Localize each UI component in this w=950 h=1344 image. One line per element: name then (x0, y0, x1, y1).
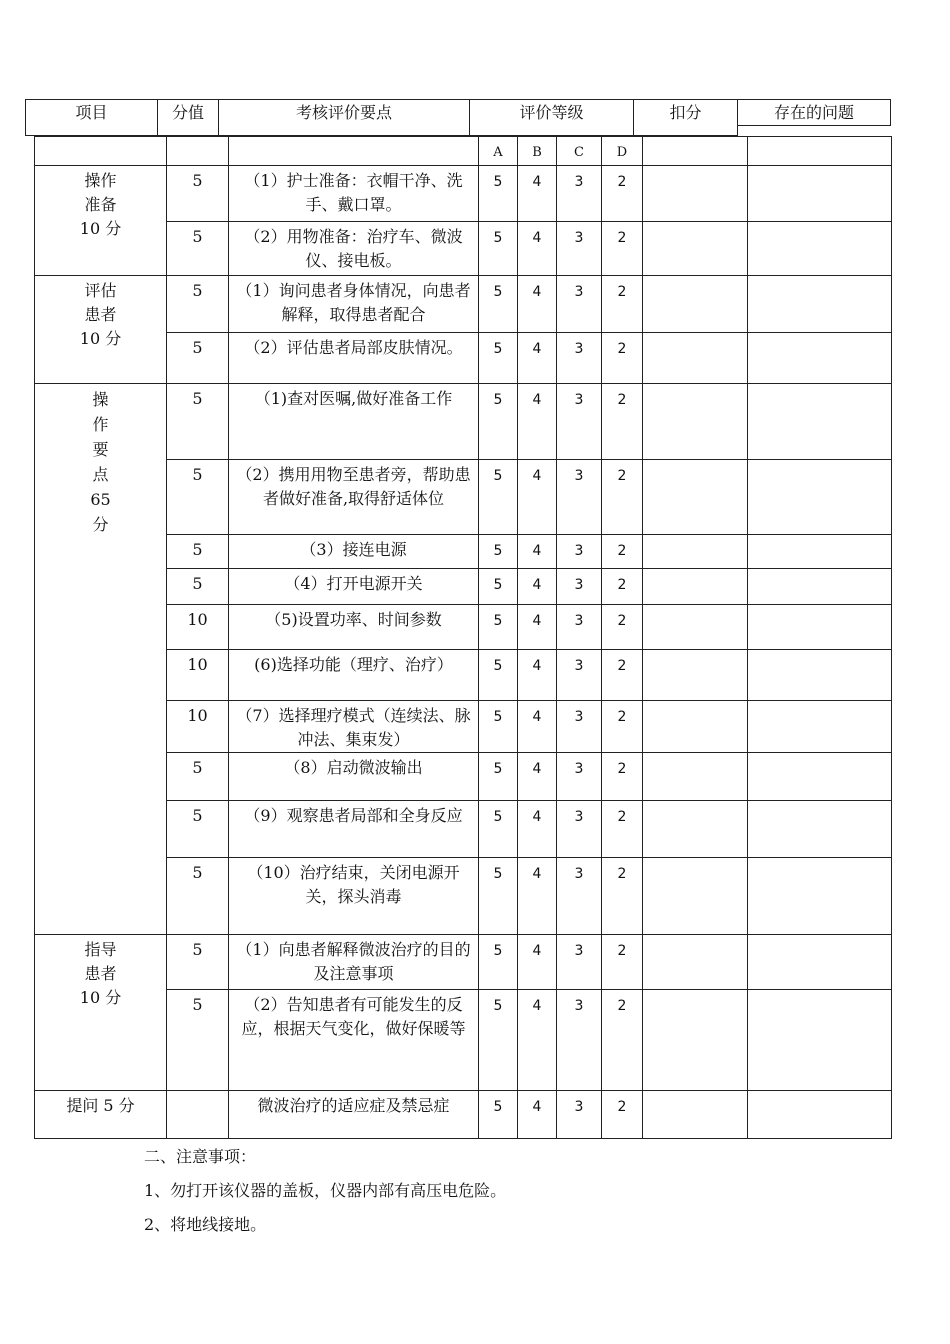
problems-cell (748, 276, 892, 333)
row-score: 5 (167, 569, 229, 605)
grade-value: 3 (557, 333, 602, 384)
grade-value: 5 (479, 990, 518, 1091)
grade-value: 2 (602, 605, 643, 650)
note-item: 1、勿打开该仪器的盖板，仪器内部有高压电危险。 (144, 1181, 507, 1200)
grade-value: 2 (602, 569, 643, 605)
problems-cell (748, 569, 892, 605)
grade-value: 2 (602, 801, 643, 858)
blank-cell (35, 137, 167, 166)
header-item: 项目 (25, 99, 158, 136)
grade-value: 4 (518, 990, 557, 1091)
grade-value: 5 (479, 222, 518, 276)
blank-cell (167, 137, 229, 166)
grade-value: 5 (479, 535, 518, 569)
row-criterion: （2）携用用物至患者旁，帮助患者做好准备,取得舒适体位 (229, 460, 479, 535)
header-problems: 存在的问题 (737, 99, 891, 126)
grade-value: 5 (479, 460, 518, 535)
grade-value: 4 (518, 222, 557, 276)
grade-value: 3 (557, 222, 602, 276)
deduct-cell (643, 569, 748, 605)
row-score: 5 (167, 990, 229, 1091)
header-points: 考核评价要点 (218, 99, 470, 136)
grade-value: 5 (479, 569, 518, 605)
grade-value: 2 (602, 701, 643, 753)
grade-value: 2 (602, 858, 643, 935)
grade-value: 5 (479, 1091, 518, 1139)
grade-value: 2 (602, 753, 643, 801)
notes-heading: 二、注意事项： (144, 1147, 257, 1166)
problems-cell (748, 166, 892, 222)
row-criterion: （8）启动微波输出 (229, 753, 479, 801)
row-score: 5 (167, 858, 229, 935)
row-criterion: （1)查对医嘱,做好准备工作 (229, 384, 479, 460)
grade-value: 3 (557, 384, 602, 460)
row-score: 5 (167, 166, 229, 222)
section-title: 操 作 要 点 65 分 (35, 384, 167, 935)
grade-letter: A (479, 137, 518, 166)
problems-cell (748, 858, 892, 935)
grade-value: 5 (479, 384, 518, 460)
grade-value: 2 (602, 1091, 643, 1139)
row-criterion: （7）选择理疗模式（连续法、脉冲法、集束发） (229, 701, 479, 753)
row-score: 5 (167, 276, 229, 333)
problems-cell (748, 1091, 892, 1139)
row-score: 5 (167, 535, 229, 569)
grade-value: 5 (479, 166, 518, 222)
deduct-cell (643, 605, 748, 650)
row-criterion: （10）治疗结束，关闭电源开关，探头消毒 (229, 858, 479, 935)
grade-value: 2 (602, 166, 643, 222)
grade-value: 4 (518, 384, 557, 460)
header-score: 分值 (157, 99, 219, 136)
grade-value: 3 (557, 801, 602, 858)
grade-letter: B (518, 137, 557, 166)
grade-value: 3 (557, 166, 602, 222)
problems-cell (748, 801, 892, 858)
row-score: 5 (167, 384, 229, 460)
deduct-cell (643, 990, 748, 1091)
row-score: 5 (167, 222, 229, 276)
grade-value: 4 (518, 701, 557, 753)
row-score: 10 (167, 605, 229, 650)
deduct-cell (643, 222, 748, 276)
deduct-cell (643, 276, 748, 333)
grade-value: 4 (518, 801, 557, 858)
row-criterion: （1）询问患者身体情况，向患者解释，取得患者配合 (229, 276, 479, 333)
grade-value: 5 (479, 701, 518, 753)
row-criterion: （4）打开电源开关 (229, 569, 479, 605)
row-criterion: 微波治疗的适应症及禁忌症 (229, 1091, 479, 1139)
row-score: 5 (167, 333, 229, 384)
table-header (25, 99, 891, 136)
grade-value: 3 (557, 935, 602, 990)
grade-value: 4 (518, 935, 557, 990)
row-score: 5 (167, 935, 229, 990)
row-criterion: （2）告知患者有可能发生的反应，根据天气变化，做好保暖等 (229, 990, 479, 1091)
deduct-cell (643, 801, 748, 858)
problems-cell (748, 990, 892, 1091)
problems-cell (748, 460, 892, 535)
row-criterion: （2）评估患者局部皮肤情况。 (229, 333, 479, 384)
grade-value: 5 (479, 276, 518, 333)
grade-value: 3 (557, 460, 602, 535)
grade-value: 4 (518, 1091, 557, 1139)
problems-cell (748, 753, 892, 801)
grade-value: 2 (602, 384, 643, 460)
problems-cell (748, 650, 892, 701)
header-grade: 评价等级 (469, 99, 634, 136)
grade-letter: C (557, 137, 602, 166)
deduct-cell (643, 753, 748, 801)
grade-value: 3 (557, 276, 602, 333)
row-criterion: （9）观察患者局部和全身反应 (229, 801, 479, 858)
blank-cell (748, 137, 892, 166)
problems-cell (748, 384, 892, 460)
deduct-cell (643, 460, 748, 535)
row-criterion: （3）接连电源 (229, 535, 479, 569)
problems-cell (748, 935, 892, 990)
deduct-cell (643, 384, 748, 460)
grade-value: 4 (518, 333, 557, 384)
row-criterion: （1）向患者解释微波治疗的目的及注意事项 (229, 935, 479, 990)
grade-value: 2 (602, 333, 643, 384)
problems-cell (748, 535, 892, 569)
evaluation-table (34, 136, 892, 1139)
row-score: 5 (167, 753, 229, 801)
grade-letters-row (35, 137, 892, 166)
grade-value: 2 (602, 650, 643, 701)
grade-value: 4 (518, 605, 557, 650)
grade-value: 5 (479, 801, 518, 858)
blank-cell (229, 137, 479, 166)
grade-value: 4 (518, 650, 557, 701)
grade-value: 3 (557, 569, 602, 605)
grade-letter: D (602, 137, 643, 166)
section-title: 评估 患者 10 分 (35, 276, 167, 384)
section-title: 指导 患者 10 分 (35, 935, 167, 1091)
deduct-cell (643, 1091, 748, 1139)
deduct-cell (643, 166, 748, 222)
table-row (35, 1091, 892, 1139)
table-row (35, 166, 892, 222)
section-title: 操作 准备 10 分 (35, 166, 167, 276)
grade-value: 4 (518, 535, 557, 569)
grade-value: 5 (479, 333, 518, 384)
grade-value: 2 (602, 535, 643, 569)
grade-value: 5 (479, 605, 518, 650)
grade-value: 2 (602, 276, 643, 333)
blank-cell (643, 137, 748, 166)
row-score: 5 (167, 460, 229, 535)
grade-value: 5 (479, 935, 518, 990)
grade-value: 3 (557, 650, 602, 701)
deduct-cell (643, 701, 748, 753)
grade-value: 3 (557, 753, 602, 801)
deduct-cell (643, 935, 748, 990)
grade-value: 2 (602, 990, 643, 1091)
grade-value: 2 (602, 222, 643, 276)
row-criterion: （2）用物准备：治疗车、微波仪、接电板。 (229, 222, 479, 276)
grade-value: 3 (557, 858, 602, 935)
grade-value: 4 (518, 858, 557, 935)
row-criterion: （5)设置功率、时间参数 (229, 605, 479, 650)
table-row (35, 384, 892, 460)
deduct-cell (643, 650, 748, 701)
grade-value: 5 (479, 858, 518, 935)
grade-value: 3 (557, 1091, 602, 1139)
grade-value: 4 (518, 460, 557, 535)
problems-cell (748, 605, 892, 650)
grade-value: 3 (557, 701, 602, 753)
grade-value: 4 (518, 569, 557, 605)
grade-value: 3 (557, 990, 602, 1091)
row-score: 10 (167, 701, 229, 753)
row-score (167, 1091, 229, 1139)
header-deduct: 扣分 (633, 99, 738, 136)
deduct-cell (643, 858, 748, 935)
grade-value: 3 (557, 605, 602, 650)
row-criterion: (6)选择功能（理疗、治疗） (229, 650, 479, 701)
table-row (35, 935, 892, 990)
problems-cell (748, 333, 892, 384)
grade-value: 5 (479, 753, 518, 801)
grade-value: 2 (602, 935, 643, 990)
problems-cell (748, 701, 892, 753)
grade-value: 4 (518, 276, 557, 333)
deduct-cell (643, 333, 748, 384)
row-criterion: （1）护士准备：衣帽干净、洗手、戴口罩。 (229, 166, 479, 222)
row-score: 10 (167, 650, 229, 701)
grade-value: 5 (479, 650, 518, 701)
grade-value: 4 (518, 753, 557, 801)
grade-value: 4 (518, 166, 557, 222)
grade-value: 3 (557, 535, 602, 569)
notes-section (144, 1140, 506, 1242)
grade-value: 2 (602, 460, 643, 535)
deduct-cell (643, 535, 748, 569)
section-title: 提问 5 分 (35, 1091, 167, 1139)
table-row (35, 276, 892, 333)
row-score: 5 (167, 801, 229, 858)
note-item: 2、将地线接地。 (144, 1215, 267, 1234)
problems-cell (748, 222, 892, 276)
